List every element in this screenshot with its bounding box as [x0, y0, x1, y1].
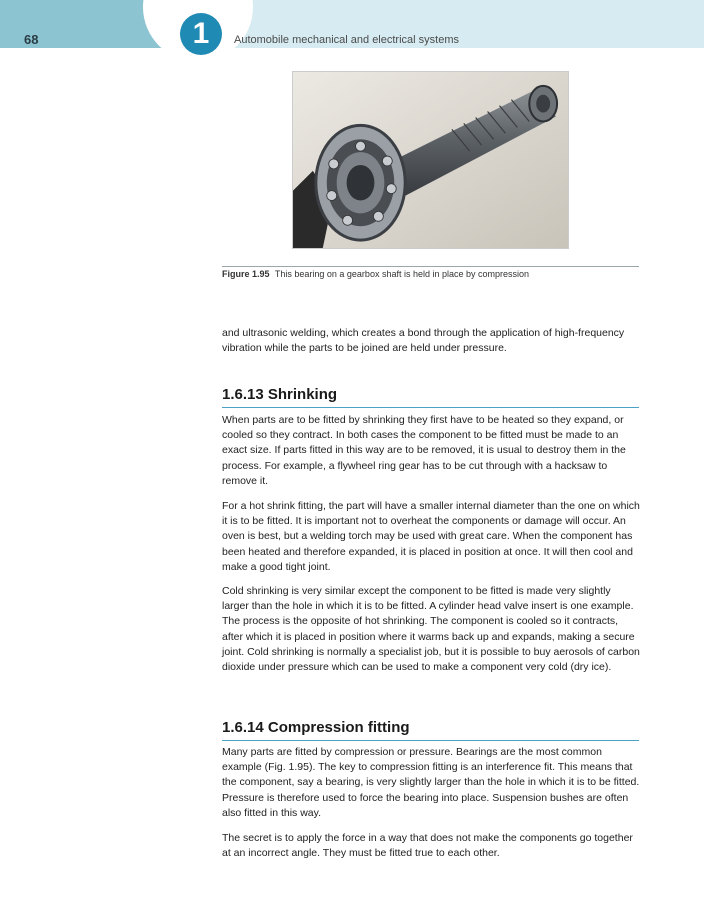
- shrinking-paragraph-2: For a hot shrink fitting, the part will have a smaller internal diameter than the one on which it is to be fitted. It is important not to overheat the components or damage will occur. An oven is best, but a welding torch may be used with great care. When the component has been heated and therefore expanded, it is placed in position at once. It will then cool and make a good tight joint.: [222, 500, 640, 573]
- section-heading-compression-fitting: 1.6.14 Compression fitting: [222, 719, 639, 741]
- figure-caption-text: This bearing on a gearbox shaft is held in place by compression: [274, 269, 530, 279]
- compression-paragraph-2: The secret is to apply the force in a way that does not make the components go together at an incorrect angle. They must be fitted true to each other.: [222, 832, 633, 860]
- section-heading-shrinking: 1.6.13 Shrinking: [222, 386, 639, 408]
- caption-rule: [222, 266, 639, 267]
- compression-paragraph-1: Many parts are fitted by compression or pressure. Bearings are the most common example (Fig. 1.95). The key to compression fitting is an interference fit. This means that the component, say a bearing, is very slightly larger than the hole in which it is to be fitted. Pressure is therefore used to force the bearing into place. Suspension bushes are often also fitted in this way.: [222, 746, 640, 819]
- page-number: 68: [24, 32, 39, 47]
- running-head: Automobile mechanical and electrical systems: [234, 34, 459, 46]
- chapter-number-badge: 1: [180, 13, 222, 55]
- figure-label: Figure 1.95: [222, 269, 270, 279]
- shrinking-paragraph-3: Cold shrinking is very similar except the component to be fitted is made very slightly larger than the hole in which it is to be fitted. A cylinder head valve insert is one example. The process is the opposite of hot shrinking. The component is cooled so it contracts, after which it is placed in position where it warms back up and expands, making a secure joint. Cold shrinking is normally a specialist job, but it is possible to buy aerosols of carbon dioxide under pressure which can be used to make a component very cold (dry ice).: [222, 585, 640, 674]
- figure-caption: [222, 269, 639, 279]
- intro-paragraph: and ultrasonic welding, which creates a bond through the application of high-frequency vibration while the parts to be joined are held under pressure.: [222, 327, 625, 355]
- shrinking-paragraph-1: When parts are to be fitted by shrinking they first have to be heated so they expand, or cooled so they contract. In both cases the component to be fitted must be made to an exact size. If parts fitted in this way are to be removed, it is usual to destroy them in the process. For example, a flywheel ring gear has to be cut through with a hacksaw to remove it.: [222, 414, 626, 487]
- figure-photo-bearing-shaft: [292, 71, 569, 249]
